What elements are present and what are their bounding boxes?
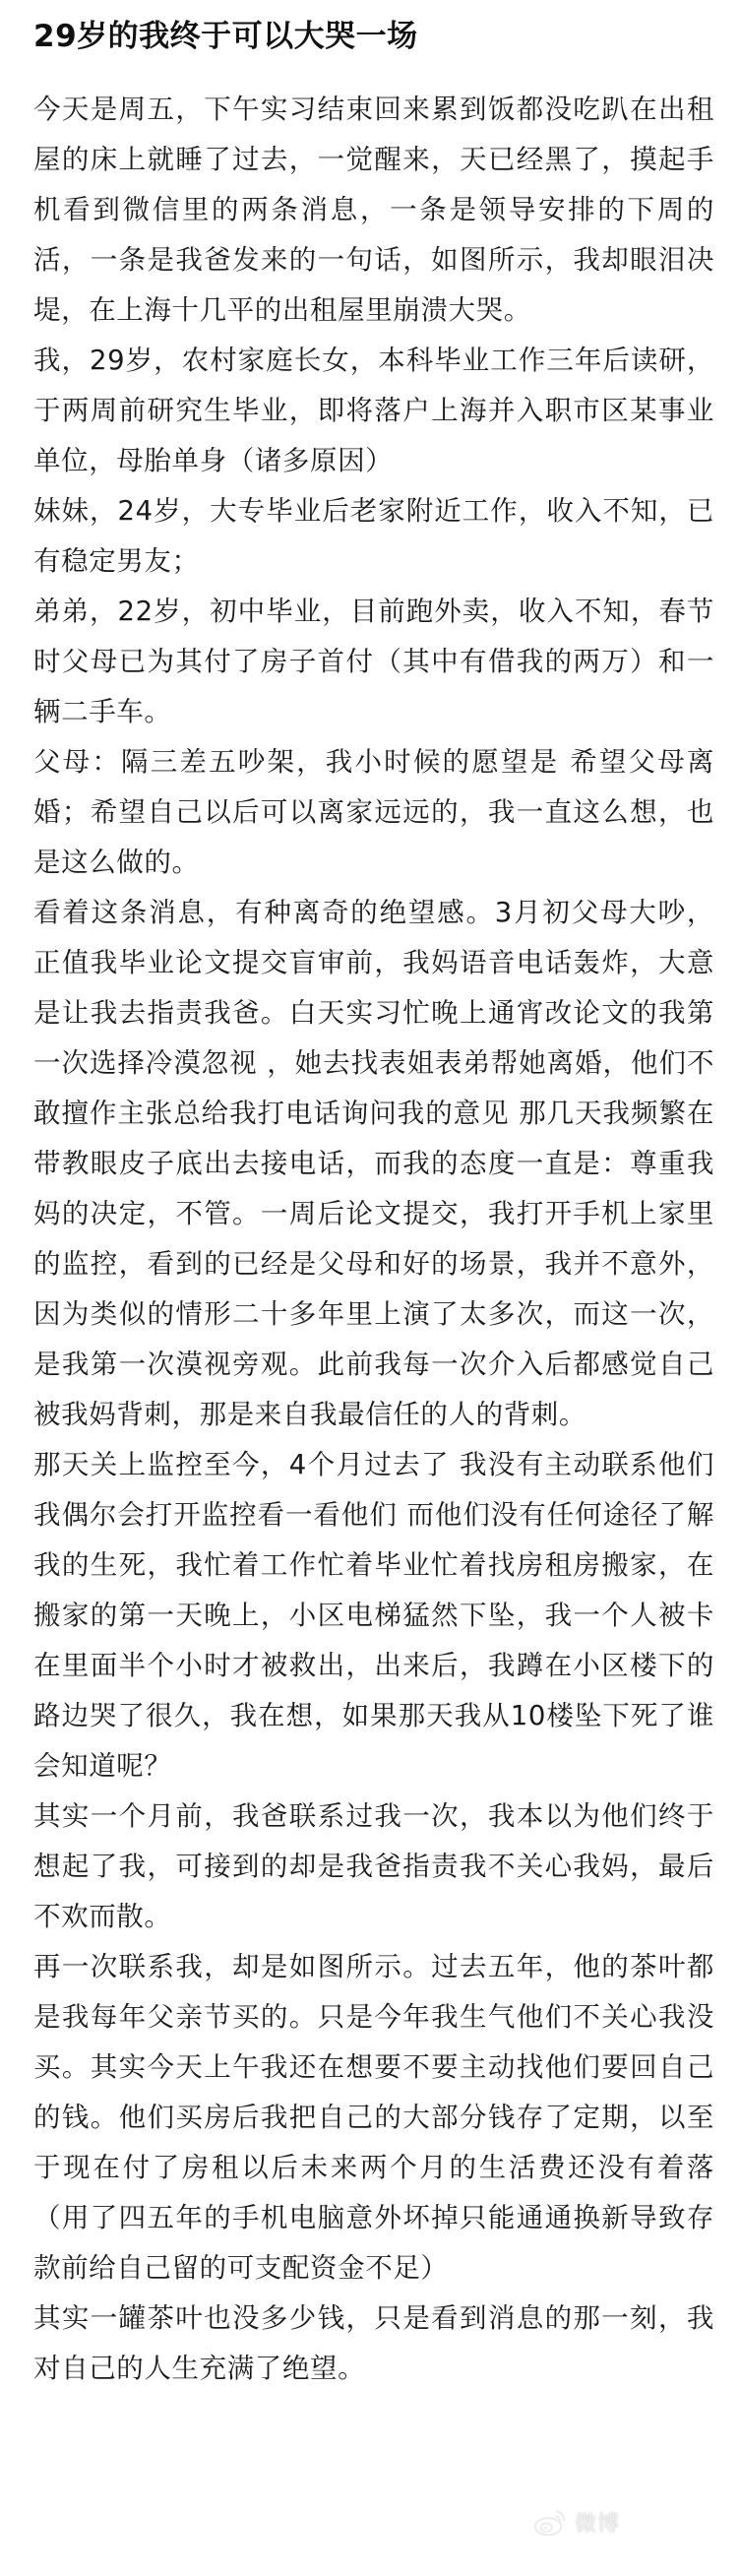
watermark-text: 微博 (575, 2511, 621, 2537)
paragraph-intro: 今天是周五，下午实习结束回来累到饭都没吃趴在出租屋的床上就睡了过去，一觉醒来，天已经黑了，摸起手机看到微信里的两条消息，一条是领导安排的下周的活，一条是我爸发来的一句话，如图所示，我却眼泪决堤，在上海十几平的出租屋里崩溃大哭。 (33, 94, 714, 326)
paragraph-self: 我，29岁，农村家庭长女，本科毕业工作三年后读研，于两周前研究生毕业，即将落户上海并入职市区某事业单位，母胎单身（诸多原因） (33, 345, 714, 476)
weibo-logo-icon (531, 2503, 569, 2541)
paragraph-month-ago: 其实一个月前，我爸联系过我一次，我本以为他们终于想起了我，可接到的却是我爸指责我不关心我妈，最后不欢而散。 (33, 1800, 714, 1932)
paragraph-monitor: 那天关上监控至今，4个月过去了 我没有主动联系他们 我偶尔会打开监控看一看他们 而他们没有任何途径了解我的生死，我忙着工作忙着毕业忙着找房租房搬家，在搬家的第一天晚上，小区电梯猛然下坠，我一个人被卡在里面半个小时才被救出，出来后，我蹲在小区楼下的路边哭了很久，我在想，如果那天我从10楼坠下死了谁会知道呢？ (33, 1449, 714, 1782)
paragraph-parents: 父母：隔三差五吵架，我小时候的愿望是 希望父母离婚；希望自己以后可以离家远远的，我一直这么想，也是这么做的。 (33, 746, 714, 878)
post-title: 29岁的我终于可以大哭一场 (33, 19, 418, 54)
watermark (531, 2502, 620, 2542)
paragraph-sister: 妹妹，24岁，大专毕业后老家附近工作，收入不知，已有稳定男友； (33, 495, 714, 577)
paragraph-brother: 弟弟，22岁，初中毕业，目前跑外卖，收入不知，春节时父母已为其付了房子首付（其中有借我的两万）和一辆二手车。 (33, 596, 714, 727)
paragraph-ending: 其实一罐茶叶也没多少钱，只是看到消息的那一刻，我对自己的人生充满了绝望。 (33, 2302, 714, 2384)
paragraph-tea: 再一次联系我，却是如图所示。过去五年，他的茶叶都是我每年父亲节买的。只是今年我生气他们不关心我没买。其实今天上午我还在想要不要主动找他们要回自己的钱。他们买房后我把自己的大部分钱存了定期，以至于现在付了房租以后未来两个月的生活费还没有着落（用了四五年的手机电脑意外坏掉只能通通换新导致存款前给自己留的可支配资金不足） (33, 1951, 714, 2284)
paragraph-despair: 看着这条消息，有种离奇的绝望感。3月初父母大吵，正值我毕业论文提交盲审前，我妈语音电话轰炸，大意是让我去指责我爸。白天实习忙晚上通宵改论文的我第一次选择冷漠忽视 ，她去找表姐表弟帮她离婚，他们不敢擅作主张总给我打电话询问我的意见 那几天我频繁在带教眼皮子底出去接电话，而我的态度一直是：尊重我妈的决定，不管。一周后论文提交，我打开手机上家里的监控，看到的已经是父母和好的场景，我并不意外，因为类似的情形二十多年里上演了太多次，而这一次，是我第一次漠视旁观。此前我每一次介入后都感觉自己被我妈背刺，那是来自我最信任的人的背刺。 (33, 897, 714, 1430)
